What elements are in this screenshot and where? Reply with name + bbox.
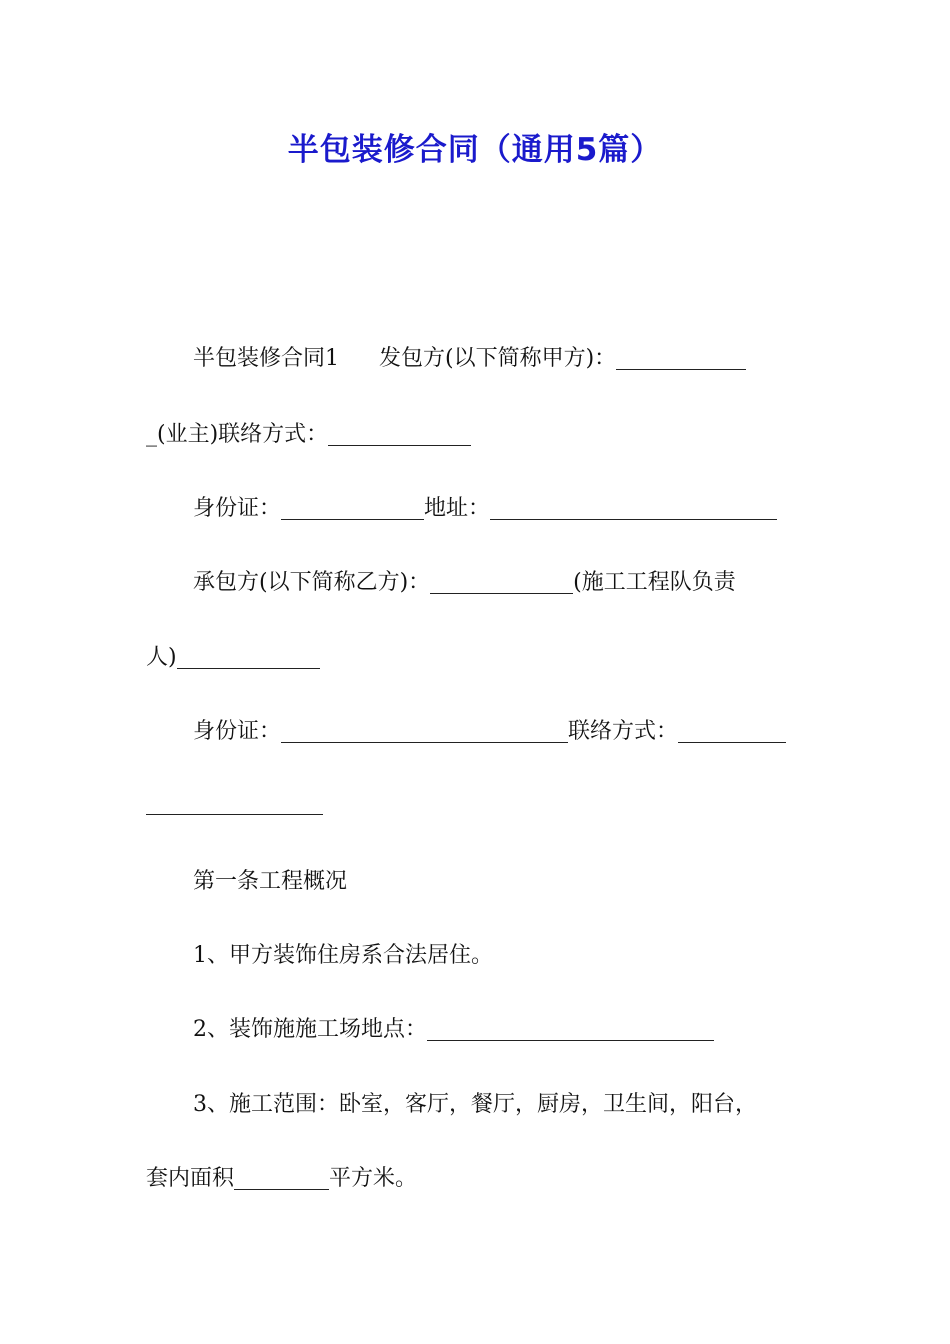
paragraph-line (146, 792, 323, 819)
article-heading (193, 867, 347, 897)
party-a-id-label: 身份证： (193, 496, 282, 521)
party-b-id-blank (281, 720, 568, 743)
party-a-id-blank (281, 497, 424, 520)
area-blank (234, 1167, 329, 1190)
item-three-text: 3、施工范围：卧室，客厅，餐厅，厨房，卫生间，阳台， (193, 1092, 757, 1117)
article-one-title: 第一条工程概况 (193, 869, 348, 894)
area-unit-text: 平方米。 (329, 1166, 418, 1191)
item-two-label: 2、装饰施施工场地点： (193, 1017, 427, 1042)
party-b-blank (430, 571, 573, 594)
paragraph-line (193, 494, 777, 524)
item-one-text: 1、甲方装饰住房系合法居住。 (193, 943, 493, 968)
paragraph-line (193, 568, 736, 598)
party-a-label: 发包方(以下简称甲方)： (379, 346, 617, 371)
paragraph-line (193, 717, 786, 747)
list-item (193, 941, 493, 971)
contract-number-text: 半包装修合同1 (193, 346, 339, 371)
party-a-blank (616, 347, 746, 370)
area-label: 套内面积 (146, 1166, 235, 1191)
paragraph-line (146, 1164, 417, 1194)
party-a-address-blank (490, 497, 777, 520)
document-title: 半包装修合同（通用5篇） (287, 132, 663, 168)
party-a-address-label: 地址： (424, 496, 491, 521)
owner-contact-label: _(业主)联络方式： (146, 422, 329, 447)
list-item (193, 1090, 757, 1120)
party-b-contact-label: 联络方式： (568, 719, 679, 744)
party-b-contact-blank (678, 720, 786, 743)
party-b-contact-blank-continued (146, 792, 323, 815)
party-b-label: 承包方(以下简称乙方)： (193, 570, 431, 595)
paragraph-line (193, 344, 746, 374)
paragraph-line (146, 420, 471, 450)
owner-contact-blank (328, 423, 471, 446)
site-location-blank (427, 1018, 714, 1041)
party-b-person-blank (177, 646, 320, 669)
party-b-person-text: 人) (146, 645, 177, 670)
list-item (193, 1015, 714, 1045)
paragraph-line (146, 643, 320, 673)
party-b-id-label: 身份证： (193, 719, 282, 744)
party-b-responsible-text: (施工工程队负责 (573, 570, 736, 595)
